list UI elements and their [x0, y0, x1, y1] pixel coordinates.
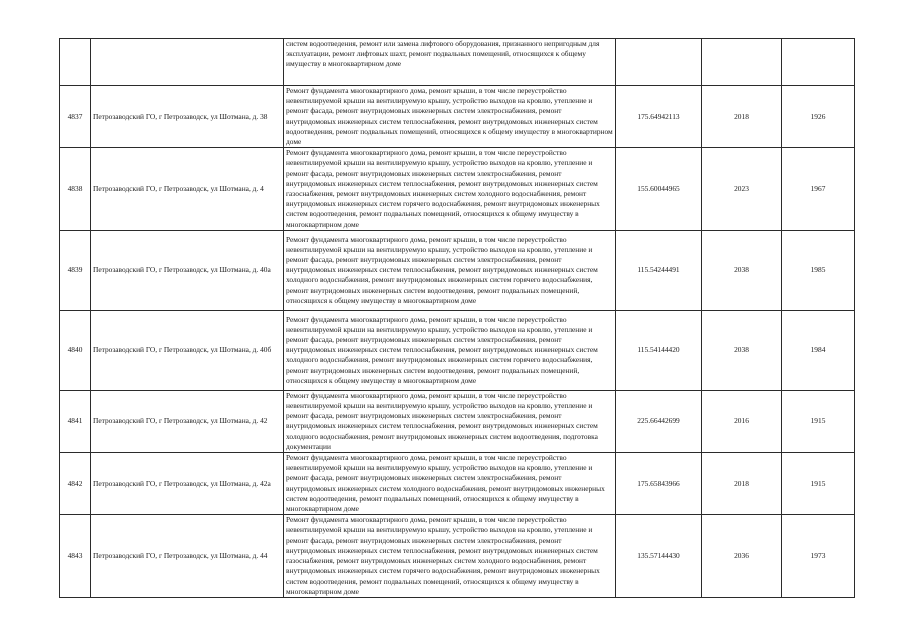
build-year-cell: 1915: [782, 453, 855, 515]
row-number-cell: 4837: [60, 86, 91, 148]
table-row: [60, 230, 855, 310]
table-row: [60, 148, 855, 231]
row-number-cell: 4840: [60, 310, 91, 390]
address-cell: [91, 39, 284, 86]
works-cell: Ремонт фундамента многоквартирного дома, ремонт крыши, в том числе переустройство невентилируемой крыши на вентилируемую крышу, устройство выходов на кровлю, утепление и ремонт фасада, ремонт внутридомовых инженерных систем электроснабжения, ремонт внутридомовых инженерных систем теплоснабжения, ремонт внутридомовых инженерных систем водоотведения, ремонт подвальных помещений, относящихся к общему имуществу в многоквартирном доме: [284, 86, 616, 148]
row-number-cell: 4839: [60, 230, 91, 310]
housing-repair-register-table: [59, 38, 855, 598]
table-row: [60, 515, 855, 598]
table-row: [60, 310, 855, 390]
works-cell: Ремонт фундамента многоквартирного дома, ремонт крыши, в том числе переустройство невентилируемой крыши на вентилируемую крышу, устройство выходов на кровлю, утепление и ремонт фасада, ремонт внутридомовых инженерных систем электроснабжения, ремонт внутридомовых инженерных систем теплоснабжения, ремонт внутридомовых инженерных систем газоснабжения, ремонт внутридомовых инженерных систем холодного водоснабжения, ремонт внутридомовых инженерных систем горячего водоснабжения, ремонт внутридомовых инженерных систем водоотведения, ремонт подвальных помещений, относящихся к общему имуществу в многоквартирном доме: [284, 515, 616, 598]
address-cell: Петрозаводский ГО, г Петрозаводск, ул Шотмана, д. 42а: [91, 453, 284, 515]
area-cell: 225.66442699: [616, 390, 702, 452]
area-cell: 155.60044965: [616, 148, 702, 231]
repair-year-cell: 2016: [702, 390, 782, 452]
table-row: [60, 453, 855, 515]
build-year-cell: 1973: [782, 515, 855, 598]
address-cell: Петрозаводский ГО, г Петрозаводск, ул Шотмана, д. 38: [91, 86, 284, 148]
row-number-cell: [60, 39, 91, 86]
works-cell: Ремонт фундамента многоквартирного дома, ремонт крыши, в том числе переустройство невентилируемой крыши на вентилируемую крышу, устройство выходов на кровлю, утепление и ремонт фасада, ремонт внутридомовых инженерных систем электроснабжения, ремонт внутридомовых инженерных систем холодного водоснабжения, ремонт внутридомовых инженерных систем водоотведения, ремонт подвальных помещений, относящихся к общему имуществу в многоквартирном доме: [284, 453, 616, 515]
table-row: [60, 86, 855, 148]
row-number-cell: 4843: [60, 515, 91, 598]
build-year-cell: 1926: [782, 86, 855, 148]
address-cell: Петрозаводский ГО, г Петрозаводск, ул Шотмана, д. 40а: [91, 230, 284, 310]
works-cell: Ремонт фундамента многоквартирного дома, ремонт крыши, в том числе переустройство невентилируемой крыши на вентилируемую крышу, устройство выходов на кровлю, утепление и ремонт фасада, ремонт внутридомовых инженерных систем электроснабжения, ремонт внутридомовых инженерных систем теплоснабжения, ремонт внутридомовых инженерных систем холодного водоснабжения, ремонт внутридомовых инженерных систем водоотведения, подготовка документации: [284, 390, 616, 452]
repair-year-cell: 2038: [702, 310, 782, 390]
build-year-cell: 1984: [782, 310, 855, 390]
works-cell: систем водоотведения, ремонт или замена лифтового оборудования, признанного непригодным для эксплуатации, ремонт лифтовых шахт, ремонт подвальных помещений, относящихся к общему имуществу в многоквартирном доме: [284, 39, 616, 86]
repair-year-cell: 2023: [702, 148, 782, 231]
address-cell: Петрозаводский ГО, г Петрозаводск, ул Шотмана, д. 42: [91, 390, 284, 452]
repair-year-cell: 2036: [702, 515, 782, 598]
repair-year-cell: 2018: [702, 453, 782, 515]
build-year-cell: [782, 39, 855, 86]
repair-year-cell: 2018: [702, 86, 782, 148]
build-year-cell: 1985: [782, 230, 855, 310]
repair-year-cell: [702, 39, 782, 86]
works-cell: Ремонт фундамента многоквартирного дома, ремонт крыши, в том числе переустройство невентилируемой крыши на вентилируемую крышу, устройство выходов на кровлю, утепление и ремонт фасада, ремонт внутридомовых инженерных систем электроснабжения, ремонт внутридомовых инженерных систем теплоснабжения, ремонт внутридомовых инженерных систем холодного водоснабжения, ремонт внутридомовых инженерных систем горячего водоснабжения, ремонт внутридомовых инженерных систем водоотведения, ремонт подвальных помещений, относящихся к общему имуществу в многоквартирном доме: [284, 230, 616, 310]
row-number-cell: 4841: [60, 390, 91, 452]
address-cell: Петрозаводский ГО, г Петрозаводск, ул Шотмана, д. 4: [91, 148, 284, 231]
area-cell: 175.64942113: [616, 86, 702, 148]
repair-year-cell: 2038: [702, 230, 782, 310]
address-cell: Петрозаводский ГО, г Петрозаводск, ул Шотмана, д. 40б: [91, 310, 284, 390]
address-cell: Петрозаводский ГО, г Петрозаводск, ул Шотмана, д. 44: [91, 515, 284, 598]
works-cell: Ремонт фундамента многоквартирного дома, ремонт крыши, в том числе переустройство невентилируемой крыши на вентилируемую крышу, устройство выходов на кровлю, утепление и ремонт фасада, ремонт внутридомовых инженерных систем электроснабжения, ремонт внутридомовых инженерных систем теплоснабжения, ремонт внутридомовых инженерных систем холодного водоснабжения, ремонт внутридомовых инженерных систем горячего водоснабжения, ремонт внутридомовых инженерных систем водоотведения, ремонт подвальных помещений, относящихся к общему имуществу в многоквартирном доме: [284, 310, 616, 390]
area-cell: 135.57144430: [616, 515, 702, 598]
works-cell: Ремонт фундамента многоквартирного дома, ремонт крыши, в том числе переустройство невентилируемой крыши на вентилируемую крышу, устройство выходов на кровлю, утепление и ремонт фасада, ремонт внутридомовых инженерных систем электроснабжения, ремонт внутридомовых инженерных систем теплоснабжения, ремонт внутридомовых инженерных систем газоснабжения, ремонт внутридомовых инженерных систем холодного водоснабжения, ремонт внутридомовых инженерных систем горячего водоснабжения, ремонт внутридомовых инженерных систем водоотведения, ремонт подвальных помещений, относящихся к общему имуществу в многоквартирном доме: [284, 148, 616, 231]
row-number-cell: 4838: [60, 148, 91, 231]
row-number-cell: 4842: [60, 453, 91, 515]
area-cell: 115.54144420: [616, 310, 702, 390]
build-year-cell: 1967: [782, 148, 855, 231]
area-cell: 115.54244491: [616, 230, 702, 310]
table-row-continuation: [60, 39, 855, 86]
table-row: [60, 390, 855, 452]
build-year-cell: 1915: [782, 390, 855, 452]
area-cell: [616, 39, 702, 86]
area-cell: 175.65843966: [616, 453, 702, 515]
